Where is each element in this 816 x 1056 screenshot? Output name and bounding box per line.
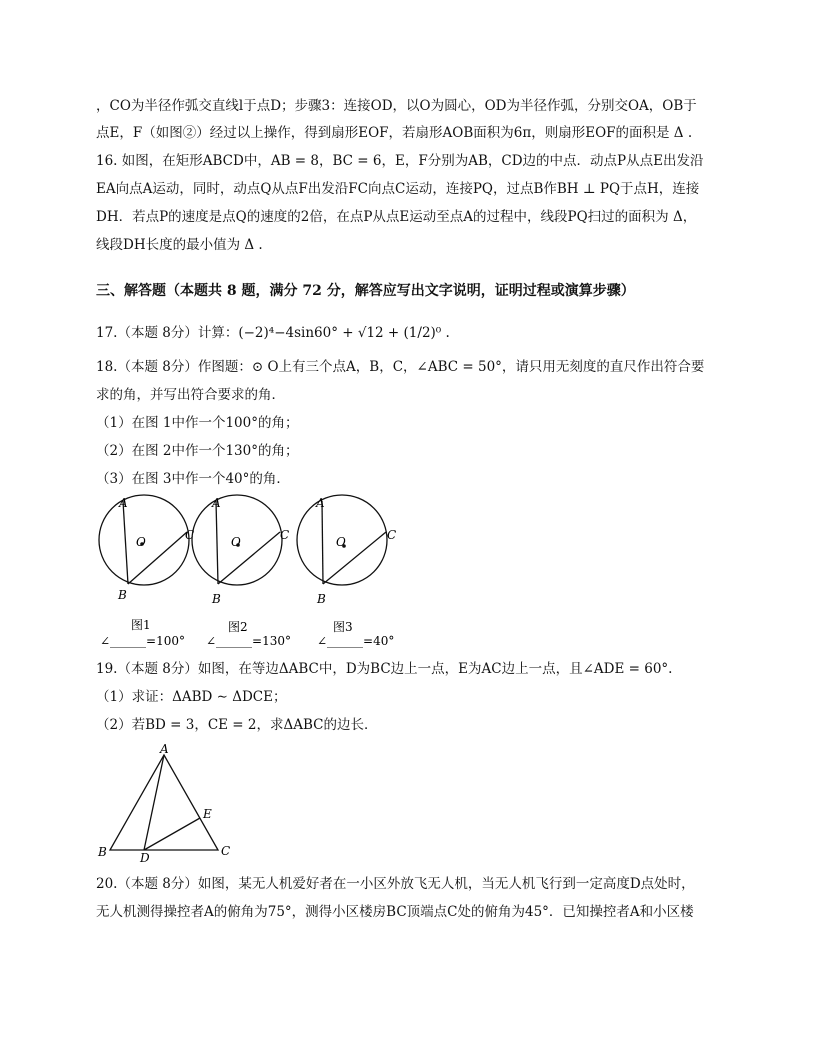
circle-figure-3 [297, 495, 396, 648]
angle-label-3: ∠______=40° [317, 634, 395, 648]
circle-figures [90, 488, 420, 653]
q16-line-1: 16. 如图，在矩形ABCD中，AB = 8，BC = 6，E，F分别为AB，CD边的中点．动点P从点E出发沿 [96, 153, 704, 169]
caption-3: 图3 [333, 620, 353, 634]
segment-ad [144, 755, 164, 850]
circle-figure-1 [99, 495, 194, 648]
label-e: E [203, 807, 212, 821]
label-a-1: A [119, 496, 128, 510]
label-c: C [221, 844, 231, 858]
triangle-figure [92, 740, 242, 864]
q18-part-2: （2）在图 2中作一个130°的角； [96, 443, 299, 459]
label-b-3: B [317, 592, 326, 606]
q19-part-2: （2）若BD = 3，CE = 2，求ΔABC的边长． [96, 717, 378, 733]
label-b: B [98, 845, 107, 859]
label-b-1: B [118, 588, 127, 602]
label-a-3: A [316, 496, 325, 510]
label-a: A [160, 742, 169, 756]
q18-part-3: （3）在图 3中作一个40°的角． [96, 471, 290, 487]
label-o-2: O [231, 535, 241, 549]
q19-line-1: 19.（本题 8分）如图，在等边ΔABC中，D为BC边上一点，E为AC边上一点，且∠ADE = 60°. [96, 661, 673, 677]
label-d: D [140, 851, 150, 864]
q16-line-2: EA向点A运动，同时，动点Q从点F出发沿FC向点C运动，连接PQ，过点B作BH ⊥ PQ于点H，连接 [96, 181, 700, 197]
chord-bc-3 [323, 532, 386, 584]
chord-bc-2 [218, 532, 280, 584]
q16-line-3: DH．若点P的速度是点Q的速度的2倍，在点P从点E运动至点A的过程中，线段PQ扫过的面积为 Δ， [96, 209, 697, 225]
caption-2: 图2 [228, 620, 248, 634]
q20-line-1: 20.（本题 8分）如图，某无人机爱好者在一小区外放飞无人机，当无人机飞行到一定高度D点处时， [96, 876, 695, 892]
chord-ab-2 [216, 501, 218, 584]
chord-ab-1 [123, 501, 128, 584]
label-c-3: C [387, 528, 397, 542]
angle-label-1: ∠______=100° [100, 634, 186, 648]
angle-label-2: ∠______=130° [206, 634, 292, 648]
q18-line-1: 18.（本题 8分）作图题：⊙ O上有三个点A，B，C，∠ABC = 50°，请只用无刻度的直尺作出符合要 [96, 359, 705, 375]
triangle-abc [110, 755, 218, 850]
q18-line-2: 求的角，并写出符合要求的角． [96, 387, 285, 403]
label-c-1: C [185, 528, 195, 542]
chord-ab-3 [322, 501, 323, 584]
label-c-2: C [280, 528, 290, 542]
q16-line-4: 线段DH长度的最小值为 Δ . [96, 237, 263, 253]
text-line-2: 点E，F（如图②）经过以上操作，得到扇形EOF，若扇形AOB面积为6π，则扇形EOF的面积是 Δ . [96, 125, 693, 141]
label-b-2: B [212, 592, 221, 606]
circle-figure-2 [192, 495, 291, 648]
q18-part-1: （1）在图 1中作一个100°的角； [96, 415, 299, 431]
section-3-heading: 三、解答题（本题共 8 题，满分 72 分，解答应写出文字说明，证明过程或演算步骤） [96, 283, 635, 299]
text-line-1: ，CO为半径作弧交直线l于点D；步骤3：连接OD，以O为圆心，OD为半径作弧，分别交OA，OB于 [96, 98, 697, 114]
label-o-3: O [336, 535, 346, 549]
caption-1: 图1 [131, 618, 151, 632]
segment-de [144, 818, 200, 850]
label-o-1: O [136, 535, 146, 549]
q20-line-2: 无人机测得操控者A的俯角为75°，测得小区楼房BC顶端点C处的俯角为45°．已知操控者A和小区楼 [96, 904, 694, 920]
q17-line: 17.（本题 8分）计算：(−2)⁴−4sin60° + √12 + (1/2)⁰ . [96, 325, 450, 341]
label-a-2: A [212, 496, 221, 510]
q19-part-1: （1）求证：ΔABD ∼ ΔDCE； [96, 689, 287, 705]
